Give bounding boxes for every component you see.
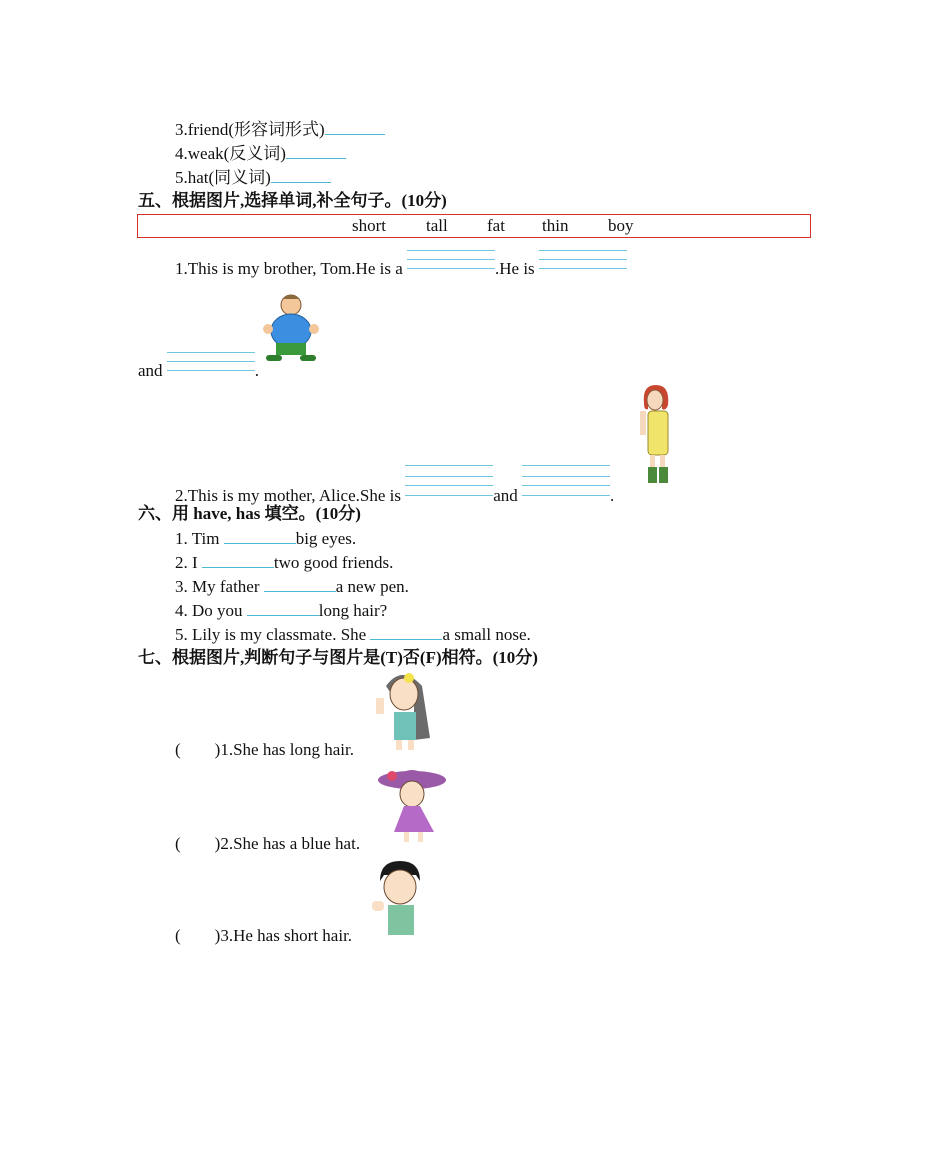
s7-item-3 xyxy=(175,926,352,946)
fat-boy-picture xyxy=(260,293,322,365)
s5-q1-text2: .He is xyxy=(495,259,535,278)
s6-item-pre: 3. My father xyxy=(175,577,264,596)
s7-item-text: 1.She has long hair. xyxy=(220,740,354,759)
s6-item-2 xyxy=(175,553,393,573)
answer-paren[interactable]: ( ) xyxy=(175,834,221,853)
answer-blank[interactable] xyxy=(286,144,346,159)
long-hair-girl-picture xyxy=(368,668,434,752)
s6-item-5 xyxy=(175,625,531,645)
p4-item-4 xyxy=(175,144,346,164)
s6-item-pre: 4. Do you xyxy=(175,601,247,620)
answer-blank[interactable] xyxy=(370,625,442,640)
answer-blank[interactable] xyxy=(264,577,336,592)
s5-q1-end: . xyxy=(254,361,260,380)
s7-item-1 xyxy=(175,740,354,760)
s7-item-2 xyxy=(175,834,360,854)
s5-q1-line1 xyxy=(175,254,627,279)
p4-item-3 xyxy=(175,120,385,140)
s5-q2-line xyxy=(175,481,614,506)
word-bank-item: boy xyxy=(608,216,634,235)
word-bank-item: short xyxy=(352,216,386,235)
answer-blank[interactable] xyxy=(522,481,610,501)
s6-item-post: two good friends. xyxy=(273,553,394,572)
s6-item-pre: 2. I xyxy=(175,553,202,572)
s6-item-post: a small nose. xyxy=(442,625,531,644)
s7-item-text: 3.He has short hair. xyxy=(220,926,353,945)
word-bank-item: tall xyxy=(426,216,448,235)
s6-item-post: big eyes. xyxy=(295,529,357,548)
s5-q2-text: 2.This is my mother, Alice.She is xyxy=(175,486,401,505)
s5-q2-and: and xyxy=(493,486,518,505)
s6-item-4 xyxy=(175,601,387,621)
s6-item-pre: 5. Lily is my classmate. She xyxy=(175,625,371,644)
answer-blank[interactable] xyxy=(539,254,627,274)
answer-blank[interactable] xyxy=(407,254,495,274)
hat-girl-picture xyxy=(376,766,450,844)
answer-blank[interactable] xyxy=(325,120,385,135)
p4-item-3-text: 3.friend(形容词形式) xyxy=(175,120,325,139)
answer-blank[interactable] xyxy=(247,601,319,616)
s7-item-text: 2.She has a blue hat. xyxy=(220,834,361,853)
answer-blank[interactable] xyxy=(167,356,255,376)
s6-item-post: a new pen. xyxy=(335,577,409,596)
short-hair-boy-picture xyxy=(368,859,428,937)
section5-title: 五、根据图片,选择单词,补全句子。(10分) xyxy=(138,191,447,210)
s6-item-1 xyxy=(175,529,356,549)
word-bank-item: fat xyxy=(487,216,505,235)
s5-q1-and: and xyxy=(138,361,163,380)
s6-item-pre: 1. Tim xyxy=(175,529,224,548)
p4-item-4-text: 4.weak(反义词) xyxy=(175,144,286,163)
s5-q2-end: . xyxy=(610,486,615,505)
answer-blank[interactable] xyxy=(405,481,493,501)
section6-title: 六、用 have, has 填空。(10分) xyxy=(138,504,361,523)
thin-mother-picture xyxy=(636,383,680,487)
word-bank-box xyxy=(137,214,811,238)
section7-title: 七、根据图片,判断句子与图片是(T)否(F)相符。(10分) xyxy=(138,648,538,667)
answer-blank[interactable] xyxy=(271,168,331,183)
p4-item-5-text: 5.hat(同义词) xyxy=(175,168,271,187)
s6-item-post: long hair? xyxy=(318,601,388,620)
answer-blank[interactable] xyxy=(202,553,274,568)
s5-q1-line2 xyxy=(138,356,259,381)
answer-paren[interactable]: ( ) xyxy=(175,740,221,759)
p4-item-5 xyxy=(175,168,331,188)
answer-blank[interactable] xyxy=(224,529,296,544)
answer-paren[interactable]: ( ) xyxy=(175,926,221,945)
s5-q1-text: 1.This is my brother, Tom.He is a xyxy=(175,259,403,278)
word-bank-item: thin xyxy=(542,216,569,235)
s6-item-3 xyxy=(175,577,409,597)
